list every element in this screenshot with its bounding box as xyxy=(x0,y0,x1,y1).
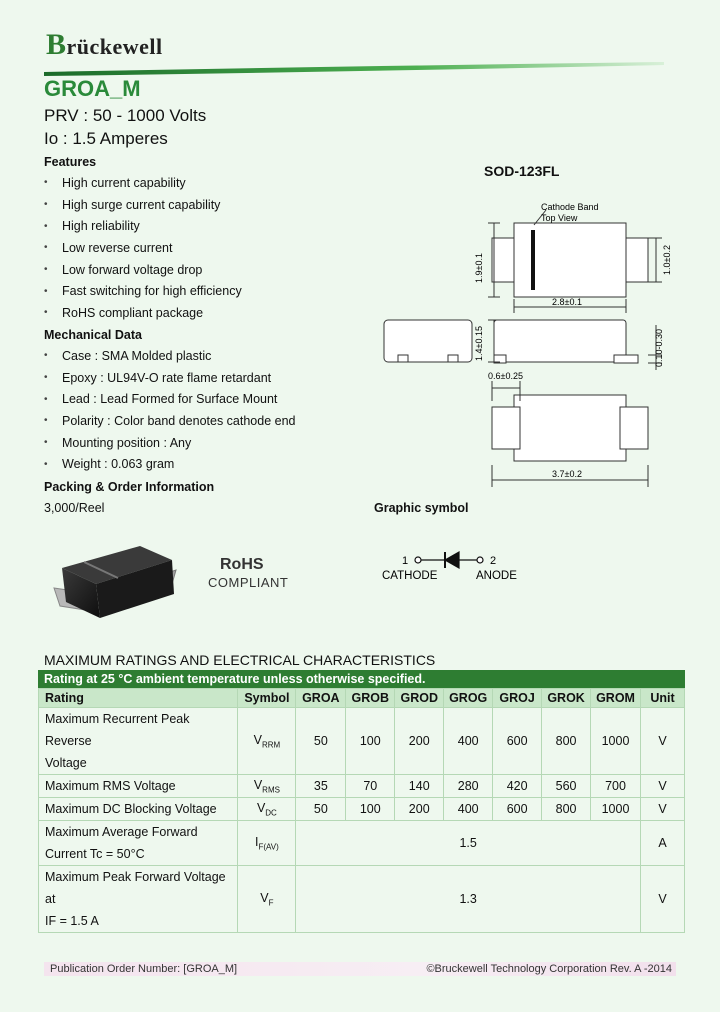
param-line2: Voltage xyxy=(45,756,87,770)
th-symbol: Symbol xyxy=(238,689,296,708)
rohs-logo-title: RoHS xyxy=(220,556,264,573)
symbol-main: V xyxy=(253,777,263,792)
list-item: • Low reverse current xyxy=(44,240,173,255)
dim-total-length: 3.7±0.2 xyxy=(552,469,582,479)
unit-cell: A xyxy=(641,821,685,866)
param-line2: Current Tc = 50°C xyxy=(45,847,145,861)
table-row xyxy=(39,866,685,933)
unit-cell: V xyxy=(641,866,685,933)
graphic-symbol-title: Graphic symbol xyxy=(374,501,469,515)
pin2-label: 2 xyxy=(490,555,497,567)
brand-logo-initial: B xyxy=(46,28,67,61)
dim-body-length: 2.8±0.1 xyxy=(552,297,582,307)
brand-logo xyxy=(46,28,163,62)
param-cell: Maximum DC Blocking Voltage xyxy=(39,798,238,821)
mechanical-title: Mechanical Data xyxy=(44,328,142,342)
value-cell: 1000 xyxy=(591,798,641,821)
list-item-text: High reliability xyxy=(62,219,140,234)
value-cell: 400 xyxy=(444,708,493,775)
list-item: • Fast switching for high efficiency xyxy=(44,284,242,299)
symbol-main: V xyxy=(260,890,269,905)
features-title: Features xyxy=(44,155,97,169)
list-item: • Weight : 0.063 gram xyxy=(44,457,175,472)
brand-logo-rest: rückewell xyxy=(66,34,163,59)
th-unit: Unit xyxy=(641,689,685,708)
anode-label: ANODE xyxy=(476,570,517,582)
value-cell-span: 1.5 xyxy=(296,821,641,866)
param-line2: IF = 1.5 A xyxy=(45,914,99,928)
footer-publication-number: Publication Order Number: [GROA_M] xyxy=(50,963,238,975)
header-stripe xyxy=(44,62,664,76)
list-item-text: Polarity : Color band denotes cathode end xyxy=(62,413,296,428)
th-groj: GROJ xyxy=(493,689,542,708)
symbol-cell xyxy=(238,866,296,933)
value-cell: 400 xyxy=(444,798,493,821)
list-item-text: Lead : Lead Formed for Surface Mount xyxy=(62,392,278,407)
dim-lead-length: 0.6±0.25 xyxy=(488,371,523,381)
table-row xyxy=(39,821,685,866)
param-cell xyxy=(39,708,238,775)
list-item: • Case : SMA Molded plastic xyxy=(44,348,212,363)
value-cell: 800 xyxy=(542,798,591,821)
value-cell: 700 xyxy=(591,775,641,798)
diode-symbol xyxy=(380,548,530,586)
th-rating: Rating xyxy=(39,689,238,708)
list-item: • High reliability xyxy=(44,219,140,234)
dim-lead-thickness: 0.10-0.30 xyxy=(654,328,664,367)
symbol-main: V xyxy=(253,732,262,747)
list-item-text: Mounting position : Any xyxy=(62,435,192,450)
mechanical-list xyxy=(44,345,296,475)
value-cell: 50 xyxy=(296,708,346,775)
param-line1: Maximum Recurrent Peak Reverse xyxy=(45,712,190,748)
list-item: • RoHS compliant package xyxy=(44,305,204,320)
value-cell: 200 xyxy=(395,708,444,775)
rohs-logo-subtitle: COMPLIANT xyxy=(208,575,289,590)
prv-spec: PRV : 50 - 1000 Volts xyxy=(44,106,207,125)
ratings-table xyxy=(38,688,685,933)
cathode-label: CATHODE xyxy=(382,570,438,582)
ratings-condition: Rating at 25 °C ambient temperature unless otherwise specified. xyxy=(38,670,685,688)
th-grod: GROD xyxy=(395,689,444,708)
package-title: SOD-123FL xyxy=(484,163,560,179)
list-item: • High surge current capability xyxy=(44,197,221,212)
value-cell: 100 xyxy=(346,798,395,821)
symbol-sub: F(AV) xyxy=(258,842,279,852)
list-item-text: Low reverse current xyxy=(62,240,173,255)
table-header-row xyxy=(39,689,685,708)
value-cell: 50 xyxy=(296,798,346,821)
dim-lead-width: 1.0±0.2 xyxy=(662,245,672,275)
symbol-sub: DC xyxy=(265,808,277,818)
symbol-main: V xyxy=(256,800,266,815)
unit-cell: V xyxy=(641,708,685,775)
param-cell xyxy=(39,866,238,933)
symbol-cell xyxy=(238,708,296,775)
value-cell: 280 xyxy=(444,775,493,798)
list-item-text: High surge current capability xyxy=(62,197,221,212)
param-cell xyxy=(39,821,238,866)
symbol-sub: RMS xyxy=(262,785,280,795)
list-item-text: Fast switching for high efficiency xyxy=(62,284,242,299)
ratings-title: MAXIMUM RATINGS AND ELECTRICAL CHARACTERISTICS xyxy=(44,652,436,668)
th-grom: GROM xyxy=(591,689,641,708)
dim-body-height: 1.9±0.1 xyxy=(474,253,484,283)
top-view-label: Top View xyxy=(541,213,578,223)
symbol-sub: RRM xyxy=(261,740,281,750)
value-cell: 35 xyxy=(296,775,346,798)
list-item: • Lead : Lead Formed for Surface Mount xyxy=(44,392,278,407)
param-line1: Maximum Average Forward xyxy=(45,825,198,839)
th-groa: GROA xyxy=(296,689,346,708)
value-cell: 70 xyxy=(346,775,395,798)
value-cell: 800 xyxy=(542,708,591,775)
symbol-cell xyxy=(238,798,296,821)
th-grob: GROB xyxy=(346,689,395,708)
value-cell: 560 xyxy=(542,775,591,798)
value-cell: 200 xyxy=(395,798,444,821)
packing-value: 3,000/Reel xyxy=(44,501,105,515)
pin1-label: 1 xyxy=(402,555,409,567)
value-cell-span: 1.3 xyxy=(296,866,641,933)
unit-cell: V xyxy=(641,775,685,798)
symbol-main: I xyxy=(255,834,259,849)
list-item: • High current capability xyxy=(44,175,186,190)
symbol-cell xyxy=(238,775,296,798)
packing-title: Packing & Order Information xyxy=(44,480,215,494)
table-row xyxy=(39,708,685,775)
list-item: • Mounting position : Any xyxy=(44,435,192,450)
io-spec: Io : 1.5 Amperes xyxy=(44,129,168,148)
value-cell: 600 xyxy=(493,798,542,821)
list-item-text: High current capability xyxy=(62,175,186,190)
table-row xyxy=(39,775,685,798)
dim-thickness: 1.4±0.15 xyxy=(474,326,484,361)
cathode-band-label: Cathode Band xyxy=(541,202,599,212)
th-grok: GROK xyxy=(542,689,591,708)
list-item-text: Weight : 0.063 gram xyxy=(62,457,175,472)
symbol-cell xyxy=(238,821,296,866)
value-cell: 420 xyxy=(493,775,542,798)
value-cell: 100 xyxy=(346,708,395,775)
value-cell: 1000 xyxy=(591,708,641,775)
list-item: • Low forward voltage drop xyxy=(44,262,203,277)
component-photo xyxy=(48,540,188,620)
list-item-text: Epoxy : UL94V-O rate flame retardant xyxy=(62,370,272,385)
unit-cell: V xyxy=(641,798,685,821)
footer-copyright: ©Bruckewell Technology Corporation Rev. A -2014 xyxy=(426,963,672,975)
th-grog: GROG xyxy=(444,689,493,708)
param-line1: Maximum Peak Forward Voltage at xyxy=(45,870,226,906)
list-item-text: Low forward voltage drop xyxy=(62,262,203,277)
package-outline-drawing xyxy=(376,195,676,495)
symbol-sub: F xyxy=(268,898,274,908)
list-item-text: RoHS compliant package xyxy=(62,305,204,320)
value-cell: 140 xyxy=(395,775,444,798)
list-item: • Polarity : Color band denotes cathode end xyxy=(44,413,296,428)
features-list xyxy=(44,172,242,324)
list-item-text: Case : SMA Molded plastic xyxy=(62,348,212,363)
footer-bar xyxy=(44,962,676,976)
list-item: • Epoxy : UL94V-O rate flame retardant xyxy=(44,370,272,385)
value-cell: 600 xyxy=(493,708,542,775)
part-number: GROA_M xyxy=(44,76,141,101)
param-cell: Maximum RMS Voltage xyxy=(39,775,238,798)
table-row xyxy=(39,798,685,821)
